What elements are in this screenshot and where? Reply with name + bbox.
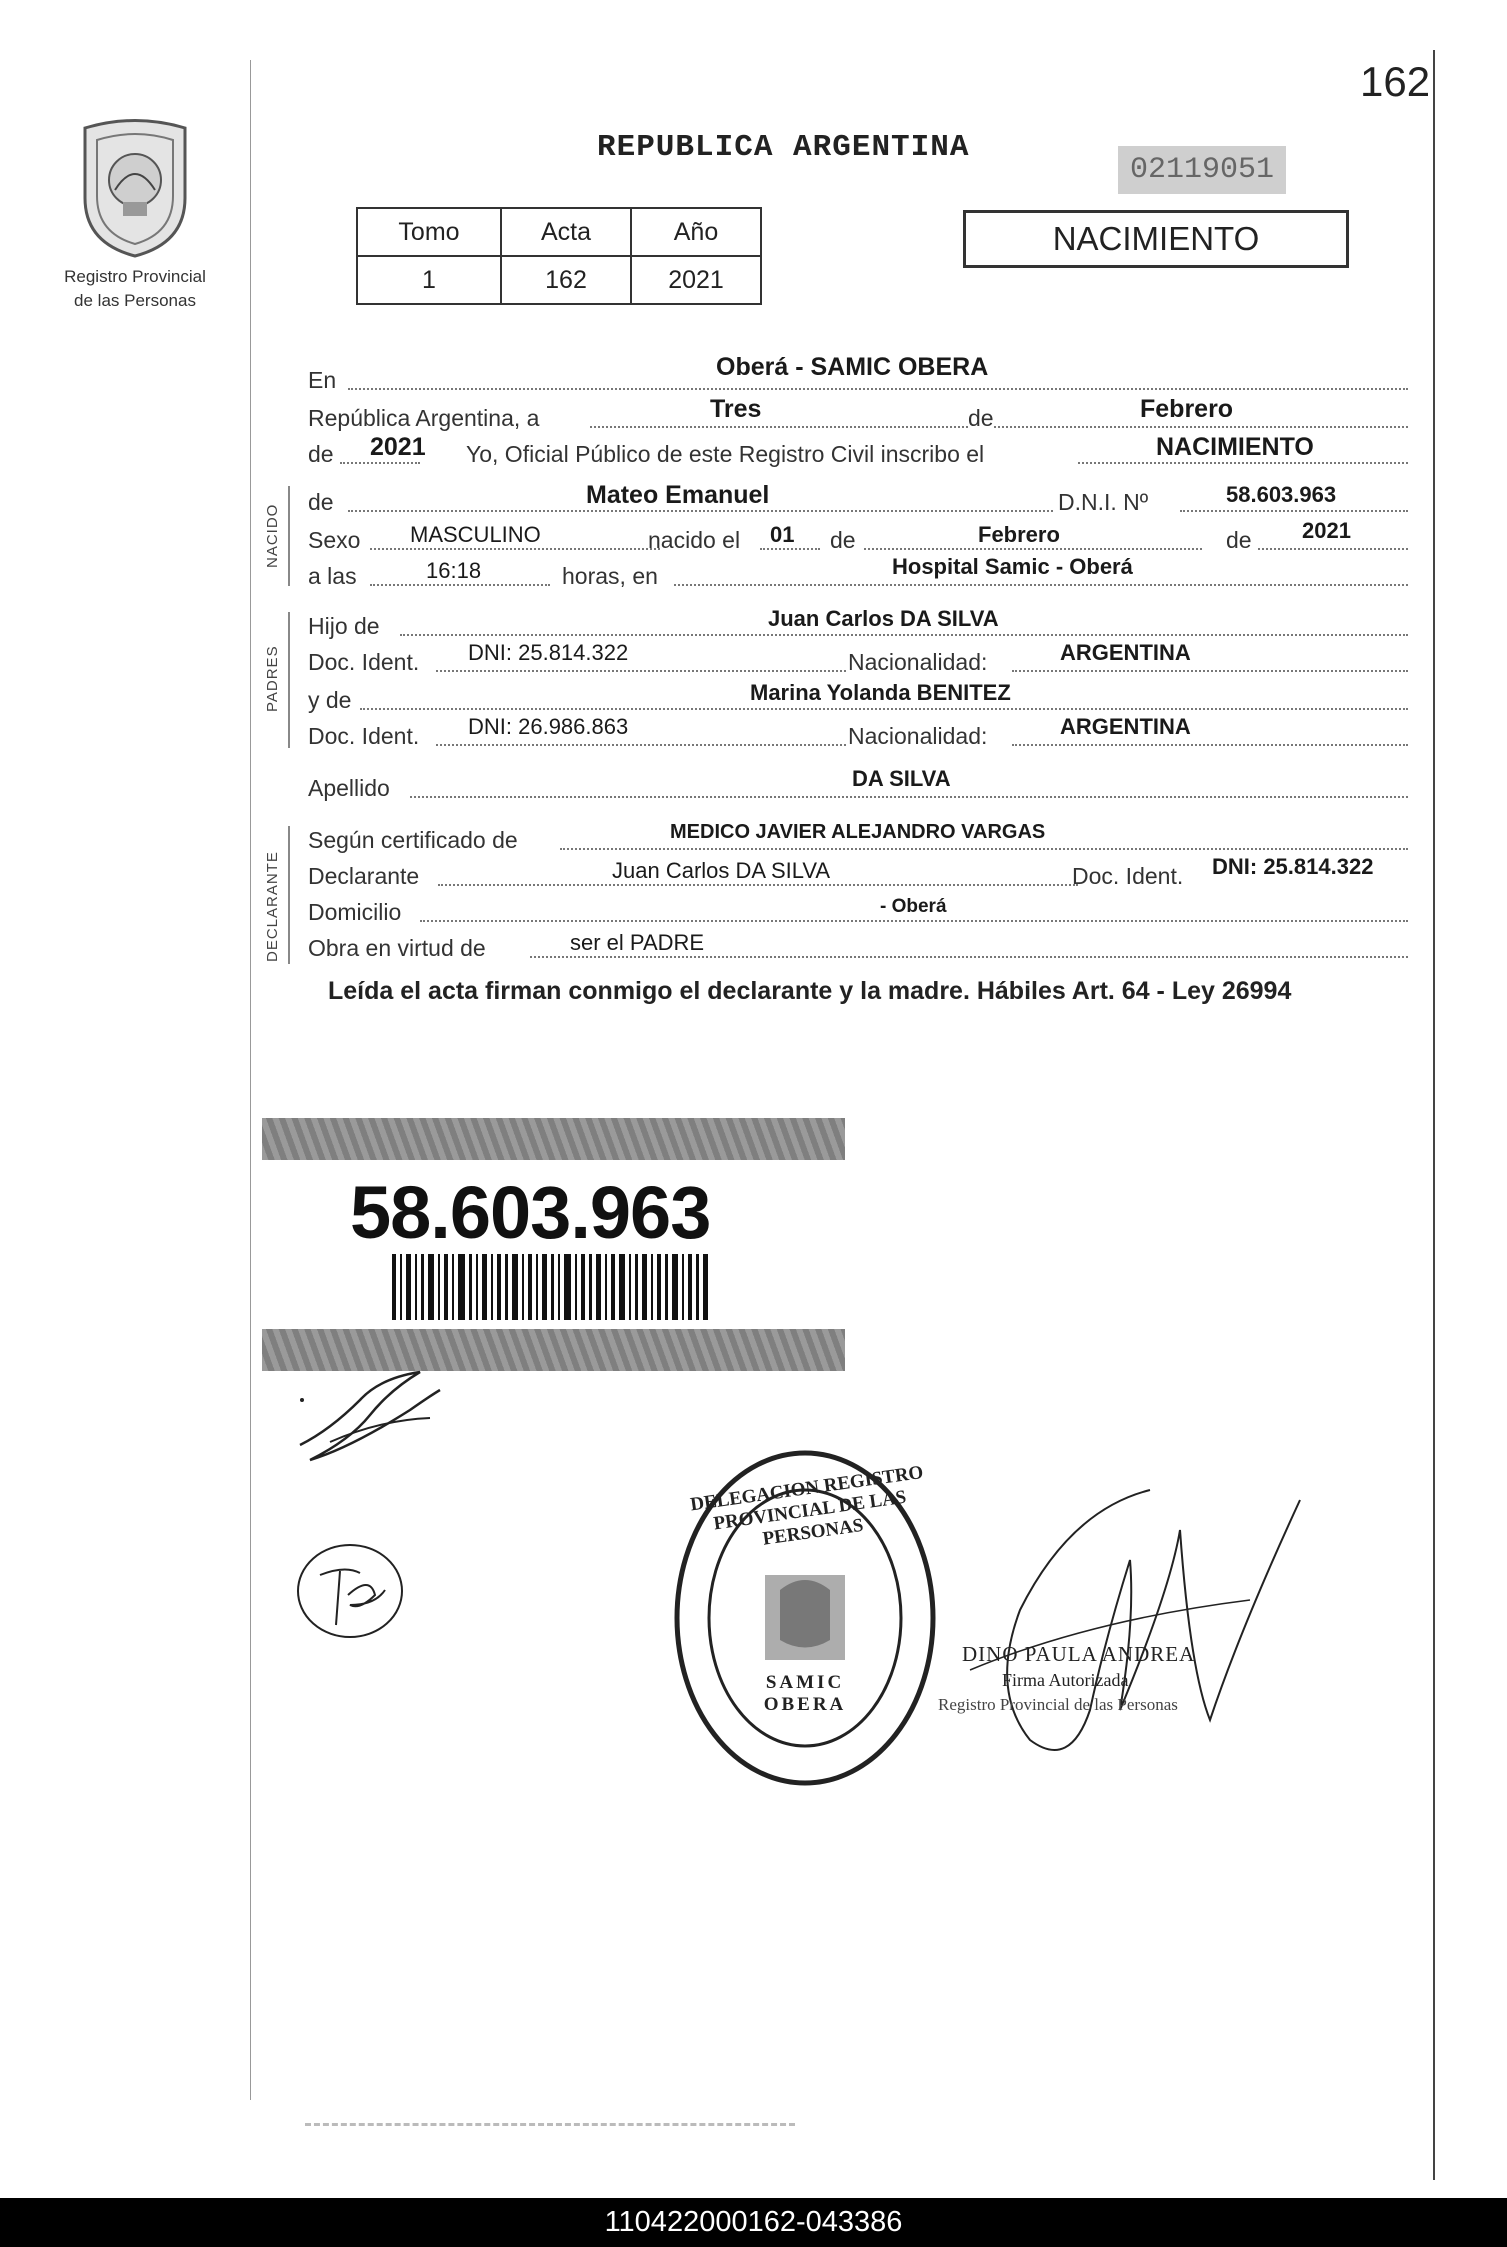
official-signature-icon <box>950 1470 1310 1800</box>
day-value: Tres <box>710 395 762 423</box>
father-doc: DNI: 25.814.322 <box>468 640 629 665</box>
registry-table <box>356 207 762 305</box>
month-value: Febrero <box>1140 395 1234 423</box>
official-office: Registro Provincial de las Personas <box>938 1695 1178 1714</box>
logo-caption-line2: de las Personas <box>74 291 196 310</box>
line-mother-doc <box>308 714 1408 752</box>
birth-place: Hospital Samic - Oberá <box>892 554 1133 579</box>
y-de-label: y de <box>308 687 352 713</box>
child-dni: 58.603.963 <box>1226 482 1337 507</box>
line-inscribo <box>308 433 1408 470</box>
line-nacido-name <box>308 481 1408 518</box>
line-y-de <box>308 682 1408 716</box>
line-hora <box>308 554 1408 592</box>
certificate-value: MEDICO JAVIER ALEJANDRO VARGAS <box>670 821 1046 843</box>
dni-big-number: 58.603.963 <box>350 1171 711 1254</box>
right-margin-rule <box>1433 50 1435 2180</box>
republica-label: República Argentina, a <box>308 405 540 431</box>
decl-doc-label: Doc. Ident. <box>1072 863 1184 889</box>
birth-de-label2: de <box>1226 527 1252 553</box>
barcode-icon <box>392 1254 712 1320</box>
tomo-value: 1 <box>357 256 501 304</box>
dni-label: D.N.I. Nº <box>1058 489 1149 515</box>
line-en <box>308 353 1408 396</box>
footer-code: 110422000162-043386 <box>0 2198 1507 2247</box>
line-father-doc <box>308 640 1408 678</box>
obra-label: Obra en virtud de <box>308 935 486 961</box>
nacido-el-label: nacido el <box>648 527 741 553</box>
address-value: - Oberá <box>880 896 947 917</box>
father-name: Juan Carlos DA SILVA <box>768 606 999 631</box>
place-value: Oberá - SAMIC OBERA <box>716 353 989 381</box>
hijo-de-label: Hijo de <box>308 613 380 639</box>
anio-value: 2021 <box>631 256 761 304</box>
registry-logo <box>55 118 215 311</box>
registry-header-row <box>357 208 761 256</box>
apellido-value: DA SILVA <box>852 766 951 791</box>
year-value: 2021 <box>370 433 426 461</box>
event-value: NACIMIENTO <box>1156 433 1314 461</box>
acta-header: Acta <box>501 208 631 256</box>
mother-nac-label: Nacionalidad: <box>848 723 988 749</box>
stamp-inner-text: SAMIC OBERA <box>763 1672 847 1715</box>
left-margin-rule <box>250 60 251 2100</box>
declarant-doc: DNI: 25.814.322 <box>1212 854 1374 879</box>
logo-caption-line1: Registro Provincial <box>64 267 206 286</box>
line-certificado <box>308 822 1408 856</box>
declarant-name: Juan Carlos DA SILVA <box>612 858 831 883</box>
mother-name: Marina Yolanda BENITEZ <box>750 680 1011 705</box>
line-obra <box>308 930 1408 964</box>
birth-time: 16:18 <box>426 558 482 583</box>
initials-signature-icon <box>290 1535 410 1645</box>
registry-value-row <box>357 256 761 304</box>
mother-nationality: ARGENTINA <box>1060 714 1191 739</box>
document-type: NACIMIENTO <box>963 210 1349 268</box>
official-name: DINO PAULA ANDREA <box>962 1642 1196 1666</box>
birth-year: 2021 <box>1302 518 1351 543</box>
declarante-side-label: DECLARANTE <box>264 851 281 962</box>
horas-label: horas, en <box>562 563 658 589</box>
line-apellido <box>308 766 1408 804</box>
dom-label: Domicilio <box>308 899 402 925</box>
acta-value: 162 <box>501 256 631 304</box>
a-las-label: a las <box>308 563 357 589</box>
inscribo-text: Yo, Oficial Público de este Registro Civil inscribo el <box>466 441 985 467</box>
stamp-outer-text: DELEGACION REGISTRO PROVINCIAL DE LAS PERSONAS <box>689 1461 925 1550</box>
province-seal-icon <box>75 118 195 258</box>
apellido-label: Apellido <box>308 775 390 801</box>
child-name: Mateo Emanuel <box>586 481 770 509</box>
dni-barcode-panel <box>262 1118 845 1371</box>
en-label: En <box>308 367 337 393</box>
line-republica <box>308 395 1408 434</box>
declarant-signature-icon <box>290 1360 450 1470</box>
de-label: de <box>968 405 994 431</box>
reason-value: ser el PADRE <box>570 930 705 955</box>
father-nac-label: Nacionalidad: <box>848 649 988 675</box>
father-nationality: ARGENTINA <box>1060 640 1191 665</box>
birth-de-label: de <box>830 527 856 553</box>
sexo-label: Sexo <box>308 527 361 553</box>
closing-text: Leída el acta firman conmigo el declarante y la madre. Hábiles Art. 64 - Ley 26994 <box>328 977 1292 1005</box>
page-number: 162 <box>1360 58 1431 105</box>
mother-doc-label: Doc. Ident. <box>308 723 420 749</box>
document-title: REPUBLICA ARGENTINA <box>597 130 970 165</box>
mother-doc: DNI: 26.986.863 <box>468 714 629 739</box>
birth-day: 01 <box>770 522 795 547</box>
tomo-header: Tomo <box>357 208 501 256</box>
cert-label: Según certificado de <box>308 827 518 853</box>
line-declarante <box>308 854 1408 892</box>
line-sexo <box>308 518 1408 556</box>
serial-number: 02119051 <box>1118 146 1286 194</box>
official-title: Firma Autorizada <box>1002 1670 1129 1690</box>
year-prefix-label: de <box>308 441 334 467</box>
father-doc-label: Doc. Ident. <box>308 649 420 675</box>
sex-value: MASCULINO <box>410 522 541 547</box>
nacido-side-label: NACIDO <box>264 503 281 568</box>
nacido-de-label: de <box>308 489 334 515</box>
birth-month: Febrero <box>978 522 1060 547</box>
padres-side-label: PADRES <box>264 645 281 712</box>
anio-header: Año <box>631 208 761 256</box>
line-domicilio <box>308 894 1408 928</box>
decl-label: Declarante <box>308 863 420 889</box>
line-hijo-de <box>308 608 1408 642</box>
faint-footer-text <box>305 2123 795 2126</box>
